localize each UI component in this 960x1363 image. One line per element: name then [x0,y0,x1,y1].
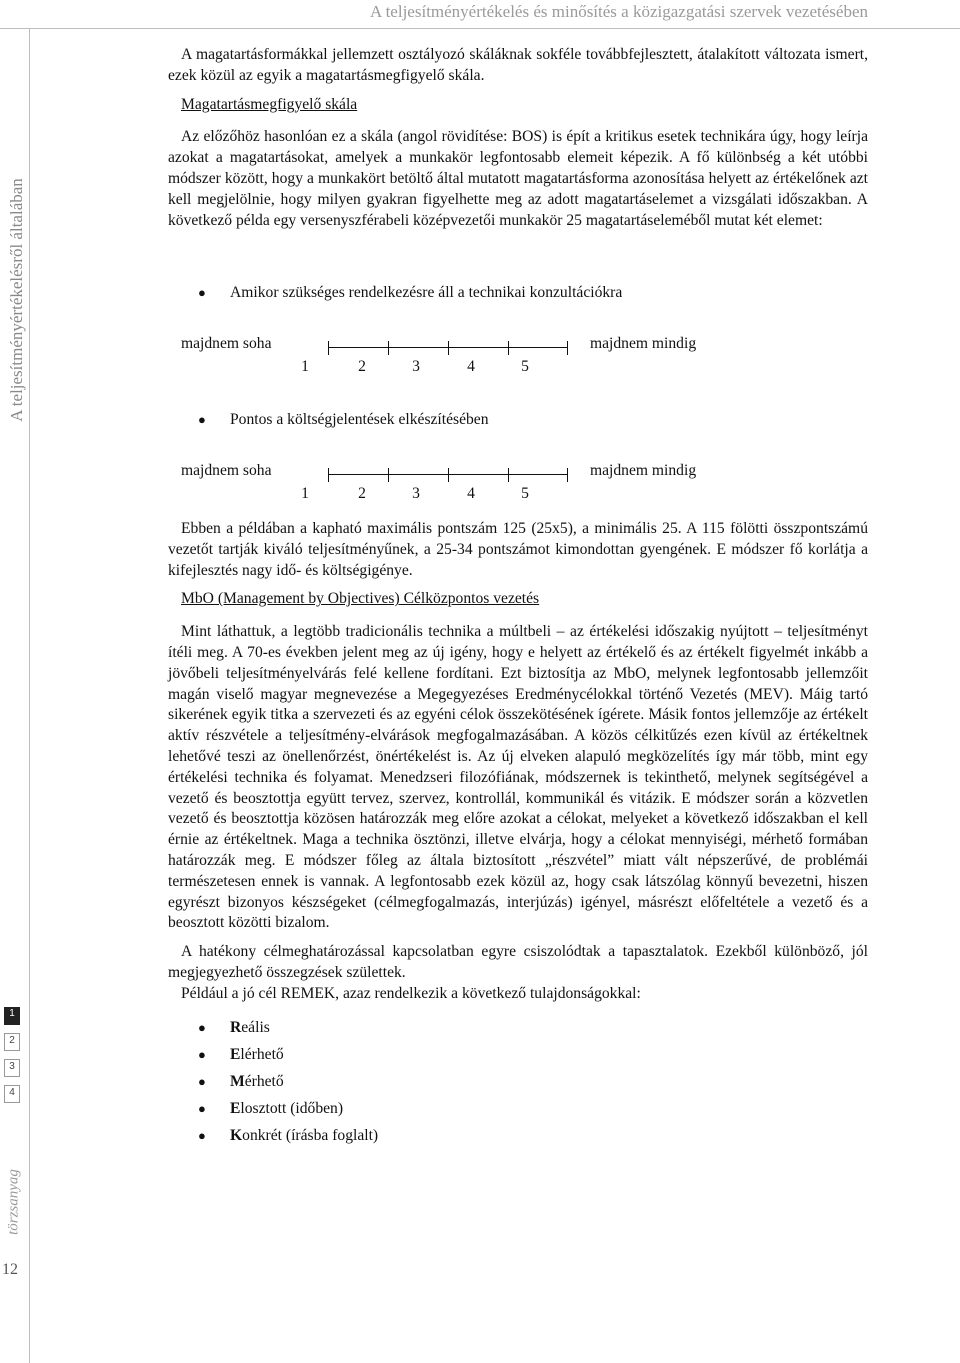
scale-point: 3 [412,484,420,502]
chapter-index-1: 1 [4,1007,20,1025]
scale-point: 5 [521,484,529,502]
side-chapter-title: A teljesítményértékelésről általában [7,178,26,422]
scale-point: 1 [301,358,309,376]
example-item-2 [168,410,868,431]
list-item [168,1042,868,1069]
scale-point: 4 [467,484,475,502]
bos-paragraph: Az előzőhöz hasonlóan ez a skála (angol rövidítése: BOS) is épít a kritikus esetek technikára úgy, hogy leírja azokat a magatartásokat, amelyek a munkakör legfontosabb elemeit képezik. A fő különbség a két utóbbi módszer között, hogy a munkakört betöltő által mutatott magatartásforma azonosítása helyett az értékelőnek azt kell megjelölnie, hogy milyen gyakran figyelhette meg az adott magatartáselemet a vizsgálati időszakban. A következő példa egy versenyszférabeli középvezetői munkakör 25 magatartáseleméből mutat két elemet: [168,128,868,229]
remek-initial: R [230,1018,242,1036]
scale-tick [508,468,509,482]
scale-tick [448,341,449,355]
remek-initial: K [230,1126,243,1144]
chapter-index-4: 4 [4,1085,20,1103]
scale-tick [328,468,329,482]
scale-points [168,357,588,377]
header-rule [0,28,960,29]
scale-point: 4 [467,358,475,376]
remek-initial: E [230,1099,241,1117]
list-item [168,1015,868,1042]
rating-scale-2 [168,461,868,505]
remek-list [168,1015,868,1150]
scale-left-label: majdnem soha [181,335,272,353]
remek-initial: M [230,1072,245,1090]
remek-rest: onkrét (írásba foglalt) [242,1126,379,1144]
example-item-text: Pontos a költségjelentések elkészítésében [230,411,489,429]
scale-left-label: majdnem soha [181,461,272,479]
list-item [168,1096,868,1123]
remek-rest: lérhető [240,1045,284,1063]
running-header: A teljesítményértékelés és minősítés a közigazgatási szervek vezetésében [370,2,868,21]
example-item-1 [168,283,868,304]
scoring-paragraph: Ebben a példában a kapható maximális pontszám 125 (25x5), a minimális 25. A 115 fölötti összpontszámú vezetőt tartják kiváló teljesítményűnek, a 25-34 pontszámot kimondottan gyengének. E módszer fő korlátja a kifejlesztés nagy idő- és költségigénye. [168,519,868,579]
scale-right-label: majdnem mindig [590,335,697,353]
remek-initial: E [230,1045,241,1063]
chapter-index [4,1007,20,1111]
side-tag: törzsanyag [5,1169,22,1235]
scale-tick [508,341,509,355]
page-body [168,45,868,1150]
scale-point: 2 [358,358,366,376]
bullet-icon: ● [198,1046,206,1062]
scale-tick [448,468,449,482]
scale-point: 2 [358,484,366,502]
bullet-icon: ● [198,1019,206,1035]
scale-tick [328,341,329,355]
bullet-icon: ● [198,1073,206,1089]
remek-rest: érhető [244,1072,284,1090]
mbo-paragraph: Mint láthattuk, a legtöbb tradicionális technika a múltbeli – az értékelési időszakig nyújtott – teljesítményt ítéli meg. A 70-es években jelent meg az új igény, hogy e helyett az értékelő és az értékelt figyelmét inkább a jövőbeli teljesítményelvárás felé kellene fordítani. Ezt biztosítja az MbO, melynek legfontosabb jellemzőit magán viselő magyar megnevezése a Megegyezéses Eredménycélokkal történő Vezetés (MEV). Máig tartó sikerének egyik titka a szervezeti és az egyéni célok összekötésének ígérete. Másik fontos jellemzője az értékelt aktív részvétele a teljesítmény-elvárások megfogalmazásában. A közös célkitűzés ezen kívül az értékeltnek lehetővé teszi az önellenőrzést, önértékelést is. Az új elveken alapuló megközelítés így már több, mint egy értékelési technika és folyamat. Menedzseri filozófiának, módszernek is tekinthető, melynek segítségével a vezető és beosztottja együtt tervez, szervez, kontrollál, kommunikál és vitázik. E módszer során a közvetlen vezető és beosztottja közösen határozzák meg előre azokat a célokat, melyeket a következő időszakban el kell érnie az értékeltnek. Maga a technika ösztönzi, illetve elvárja, hogy a célokat mennyiségi, mérhető formában határozzák meg. E módszer főleg az általa biztosított „részvétel” miatt vált népszerűvé, de problémái természetesen ennek is vannak. A legfontosabb ezek közül az, hogy csak látszólag könnyű bevezetni, hiszen egyrészt bizonyos készségeket (célmegfogalmazás, interjúzás) igényel, másrészt előfeltétele a vezető és a beosztott közötti bizalom. [168,623,868,932]
example-item-text: Amikor szükséges rendelkezésre áll a technikai konzultációkra [230,284,623,302]
scale-points [168,484,588,504]
list-item [168,1123,868,1150]
scale-tick [567,341,568,355]
chapter-index-3: 3 [4,1059,20,1077]
scale-point: 1 [301,484,309,502]
scale-point: 5 [521,358,529,376]
bullet-icon: ● [198,285,206,301]
bullet-icon: ● [198,412,206,428]
bullet-icon: ● [198,1100,206,1116]
margin-rule [29,28,30,1363]
bullet-icon: ● [198,1127,206,1143]
scale-line [328,341,568,355]
scale-line [328,468,568,482]
rating-scale-1 [168,334,868,378]
experience-paragraph: A hatékony célmeghatározással kapcsolatban egyre csiszolódtak a tapasztalatok. Ezekből különböző, jól megjegyezhető összegzések születtek. [168,943,868,981]
remek-intro: Például a jó cél REMEK, azaz rendelkezik a következő tulajdonságokkal: [181,984,641,1002]
scale-right-label: majdnem mindig [590,461,697,479]
scale-tick [567,468,568,482]
mbo-heading: MbO (Management by Objectives) Célközpontos vezetés [181,590,540,608]
scale-tick [388,341,389,355]
remek-rest: eális [241,1018,270,1036]
bos-heading: Magatartásmegfigyelő skála [181,95,358,113]
intro-paragraph: A magatartásformákkal jellemzett osztályozó skáláknak sokféle továbbfejlesztett, átalakított változata ismert, ezek közül az egyik a magatartásmegfigyelő skála. [168,46,868,84]
list-item [168,1069,868,1096]
page-number: 12 [2,1261,18,1278]
scale-tick [388,468,389,482]
remek-rest: losztott (időben) [240,1099,344,1117]
chapter-index-2: 2 [4,1033,20,1051]
scale-point: 3 [412,358,420,376]
